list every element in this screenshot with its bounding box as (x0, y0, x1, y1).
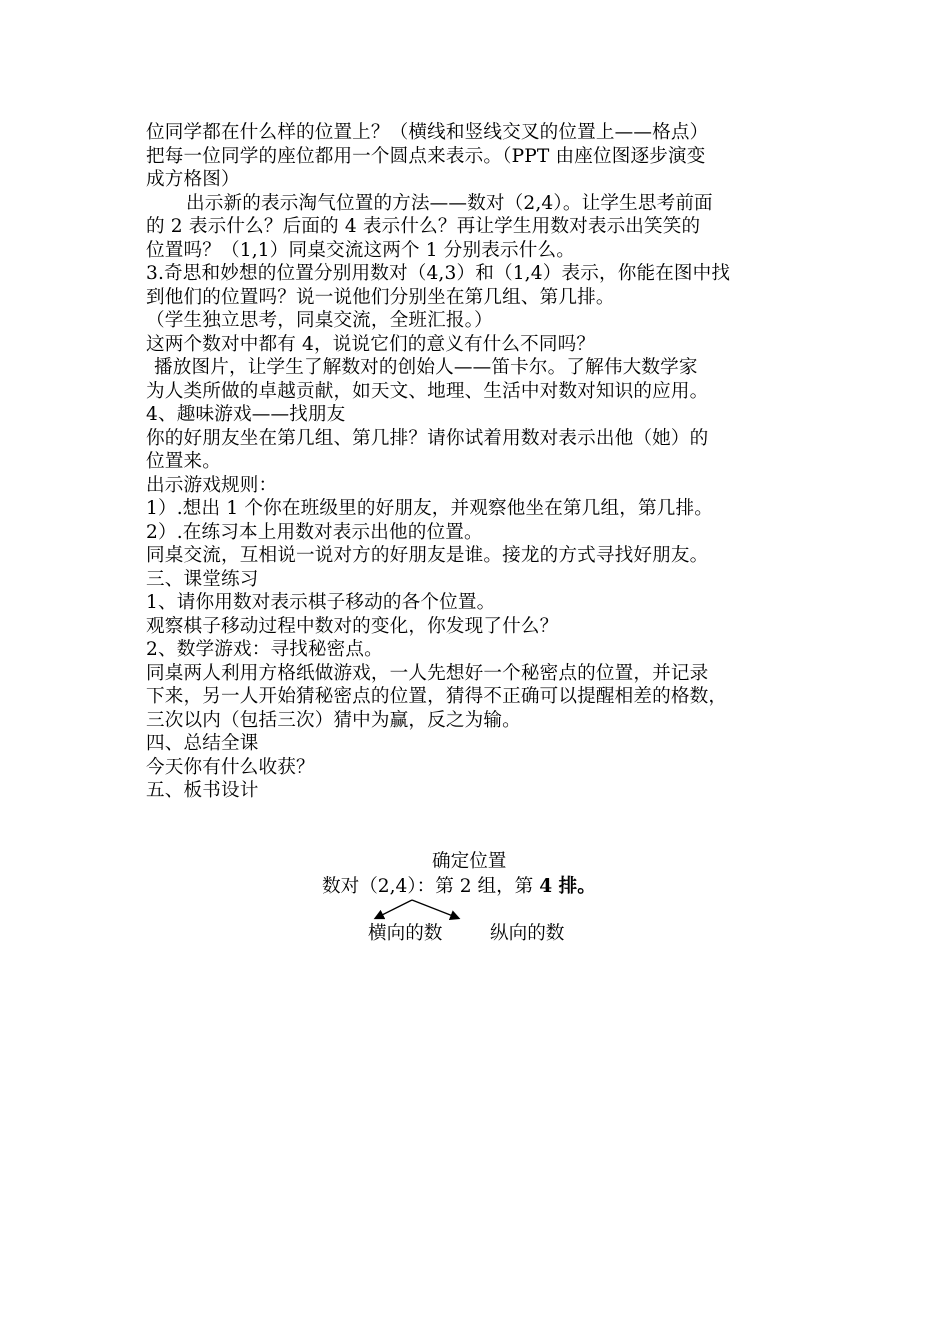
text-line: 2）.在练习本上用数对表示出他的位置。 (146, 521, 483, 543)
board-left-label: 横向的数 (368, 923, 443, 944)
text-line: 今天你有什么收获？ (146, 756, 315, 778)
text-line: 这两个数对中都有 4，说说它们的意义有什么不同吗？ (146, 333, 596, 355)
text-line: 出示游戏规则： (146, 474, 278, 496)
text-line: 1、请你用数对表示棋子移动的各个位置。 (146, 592, 496, 613)
text-line: 三次以内（包括三次）猜中为赢，反之为输。 (146, 709, 521, 731)
text-line: 出示新的表示淘气位置的方法——数对（2,4）。让学生思考前面 (186, 192, 713, 214)
text-line: 观察棋子移动过程中数对的变化，你发现了什么？ (146, 615, 559, 637)
text-line: 把每一位同学的座位都用一个圆点来表示。（PPT 由座位图逐步演变 (146, 145, 706, 167)
text-line: 1）.想出 1 个你在班级里的好朋友，并观察他坐在第几组，第几排。 (146, 498, 713, 519)
board-pair-text: 数对（2,4）：第 2 组，第 (322, 876, 540, 897)
board-right-label: 纵向的数 (490, 923, 565, 944)
text-line: 同桌交流，互相说一说对方的好朋友是谁。接龙的方式寻找好朋友。 (146, 545, 709, 566)
text-line: 3.奇思和妙想的位置分别用数对（4,3）和（1,4）表示，你能在图中找 (146, 263, 731, 284)
text-line: 位置来。 (146, 451, 221, 472)
section-heading: 四、总结全课 (146, 733, 259, 754)
section-heading: 4、趣味游戏——找朋友 (146, 404, 346, 425)
text-line: 位置吗？（1,1）同桌交流这两个 1 分别表示什么。 (146, 239, 575, 261)
text-line: 的 2 表示什么？后面的 4 表示什么？再让学生用数对表示出笑笑的 (146, 216, 701, 237)
text-line: （学生独立思考，同桌交流，全班汇报。） (146, 310, 493, 331)
board-pair-bold: 4 排。 (539, 876, 596, 897)
text-line: 2、数学游戏：寻找秘密点。 (146, 639, 383, 660)
board-pair-line (322, 875, 596, 898)
text-line: 播放图片，让学生了解数对的创始人——笛卡尔。了解伟大数学家 (154, 357, 698, 378)
document-body (146, 121, 826, 803)
text-line: 同桌两人利用方格纸做游戏，一人先想好一个秘密点的位置，并记录 (146, 662, 709, 684)
right-arrow (412, 900, 458, 918)
board-design (0, 850, 950, 960)
board-title: 确定位置 (432, 851, 507, 872)
left-arrow (376, 900, 412, 918)
text-line: 下来，另一人开始猜秘密点的位置，猜得不正确可以提醒相差的格数， (146, 686, 728, 707)
section-heading: 三、课堂练习 (146, 568, 259, 590)
section-heading: 五、板书设计 (146, 780, 259, 801)
text-line: 为人类所做的卓越贡献，如天文、地理、生活中对数对知识的应用。 (146, 380, 709, 402)
text-line: 位同学都在什么样的位置上？（横线和竖线交叉的位置上——格点） (146, 122, 709, 143)
text-line: 成方格图） (146, 169, 240, 190)
branch-arrows-icon (360, 898, 480, 922)
text-line: 到他们的位置吗？说一说他们分别坐在第几组、第几排。 (146, 286, 615, 308)
text-line: 你的好朋友坐在第几组、第几排？请你试着用数对表示出他（她）的 (146, 427, 709, 449)
